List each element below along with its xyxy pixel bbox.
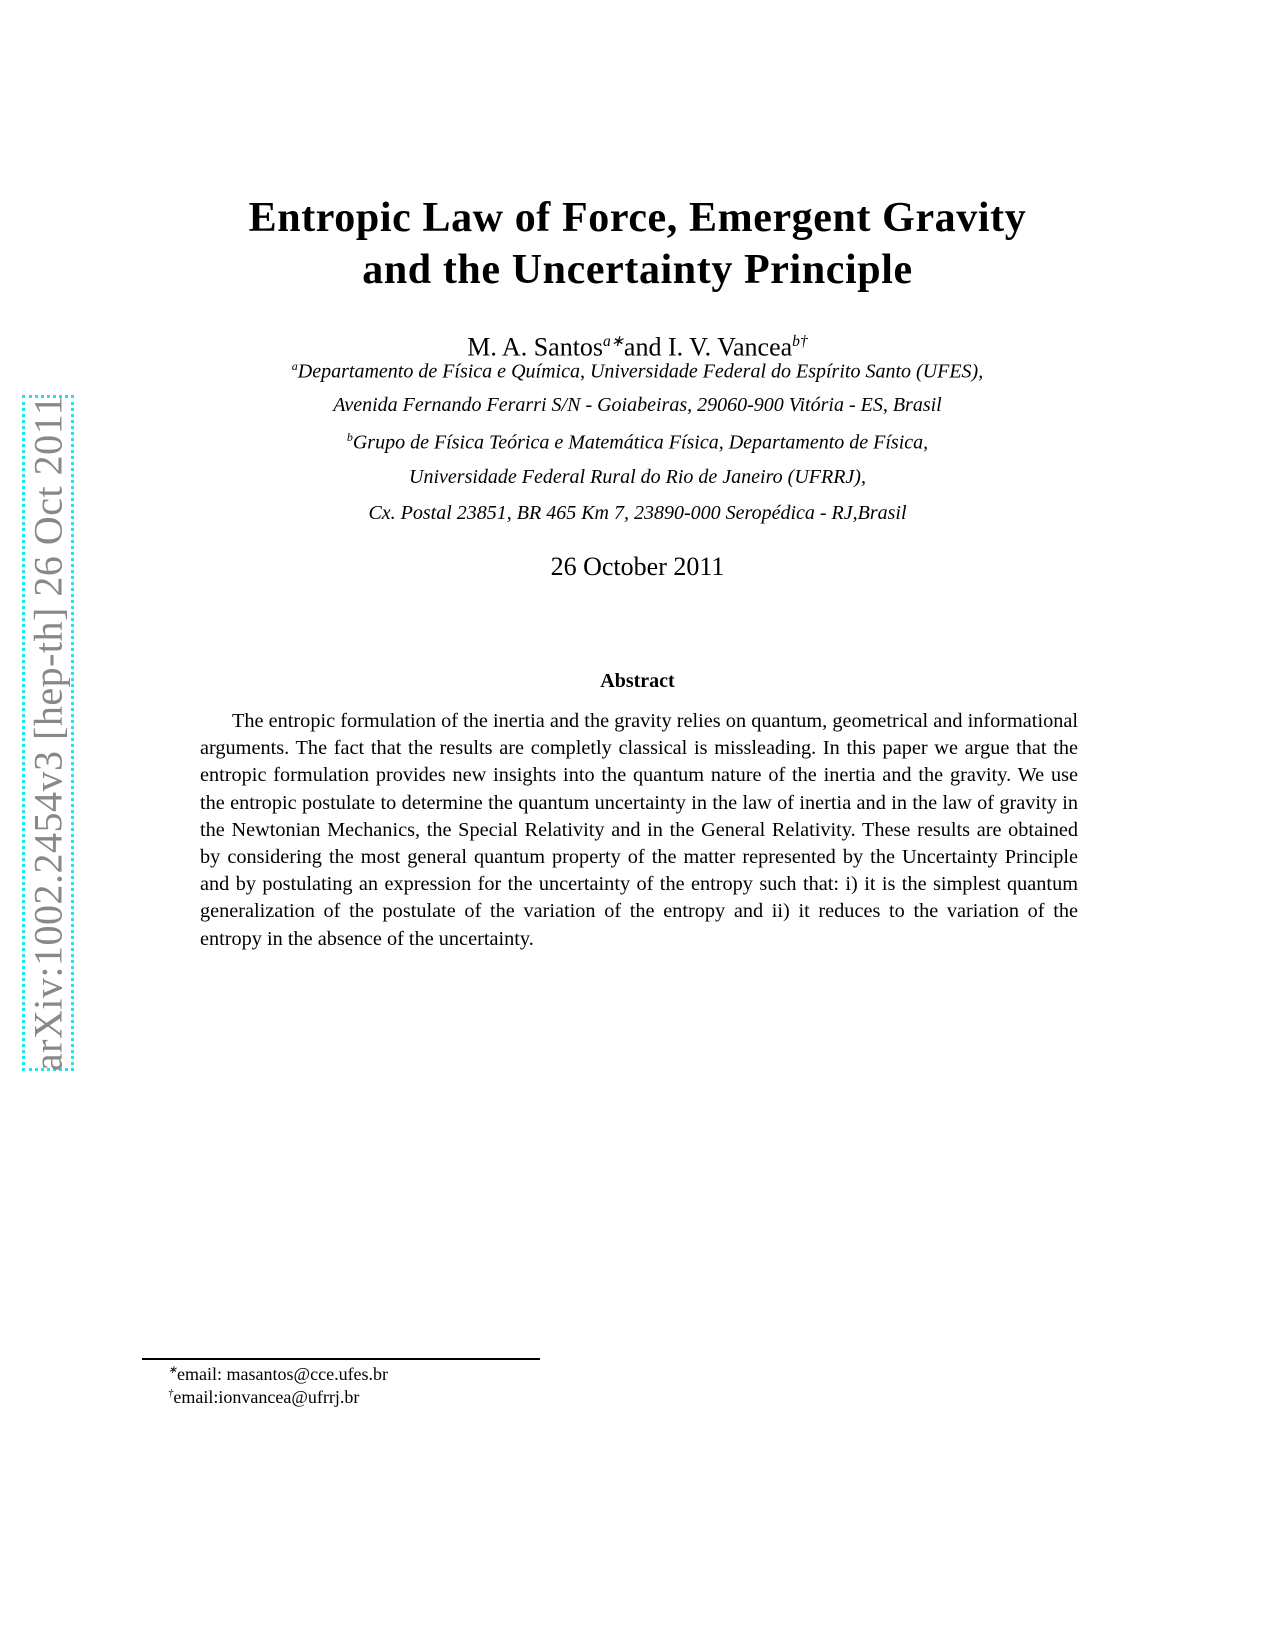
footnote-text: email: masantos@cce.ufes.br	[177, 1364, 389, 1384]
footnote	[168, 1363, 388, 1385]
affiliation-text: Avenida Fernando Ferarri S/N - Goiabeiras, 29060-900 Vitória - ES, Brasil	[333, 394, 942, 416]
affiliation-line	[0, 466, 1275, 489]
author-1: M. A. Santos	[467, 332, 604, 362]
affiliation-line	[0, 502, 1275, 525]
paper-title	[0, 192, 1275, 296]
title-line-2: and the Uncertainty Principle	[362, 247, 913, 293]
footnote-text: email:ionvancea@ufrrj.br	[173, 1387, 360, 1407]
arxiv-stamp	[22, 395, 74, 1071]
footnote-mark: ∗	[168, 1364, 178, 1376]
abstract-text: The entropic formulation of the inertia and the gravity relies on quantum, geometrical and informational arguments. The fact that the results are completly classical is missleading. In this paper we argue that the entropic formulation provides new insights into the quantum nature of the inertia and the gravity. We use the entropic postulate to determine the quantum uncertainty in the law of inertia and in the law of gravity in the Newtonian Mechanics, the Special Relativity and in the General Relativity. These results are obtained by considering the most general quantum property of the matter represented by the Uncertainty Principle and by postulating an expression for the uncertainty of the entropy such that: i) it is the simplest quantum generalization of the postulate of the variation of the entropy and ii) it reduces to the variation of the entropy in the absence of the uncertainty.	[200, 710, 1078, 950]
author-1-marks: a∗	[603, 333, 624, 350]
footnote-rule	[142, 1358, 540, 1360]
abstract-heading: Abstract	[600, 670, 675, 692]
affiliation-mark: b	[346, 430, 353, 444]
author-2-marks: b†	[792, 333, 808, 350]
author-2: I. V. Vancea	[667, 332, 793, 362]
affiliation-text: Grupo de Física Teórica e Matemática Física, Departamento de Física,	[352, 431, 929, 454]
affiliation-line	[0, 430, 1275, 455]
affiliation-text: Universidade Federal Rural do Rio de Janeiro (UFRRJ),	[409, 466, 866, 488]
title-line-1: Entropic Law of Force, Emergent Gravity	[248, 195, 1027, 241]
affiliation-mark: a	[291, 359, 298, 373]
affiliation-text: Departamento de Física e Química, Universidade Federal do Espírito Santo (UFES),	[297, 360, 984, 383]
affiliation-line	[0, 359, 1275, 384]
arxiv-identifier: arXiv:1002.2454v3 [hep-th] 26 Oct 2011	[25, 394, 71, 1072]
affiliation-line	[0, 394, 1275, 417]
author-connector: and	[623, 332, 668, 362]
date: 26 October 2011	[550, 552, 725, 581]
footnote-mark: †	[168, 1387, 174, 1399]
affiliation-text: Cx. Postal 23851, BR 465 Km 7, 23890-000 Seropédica - RJ,Brasil	[368, 502, 907, 524]
footnote	[168, 1387, 359, 1408]
